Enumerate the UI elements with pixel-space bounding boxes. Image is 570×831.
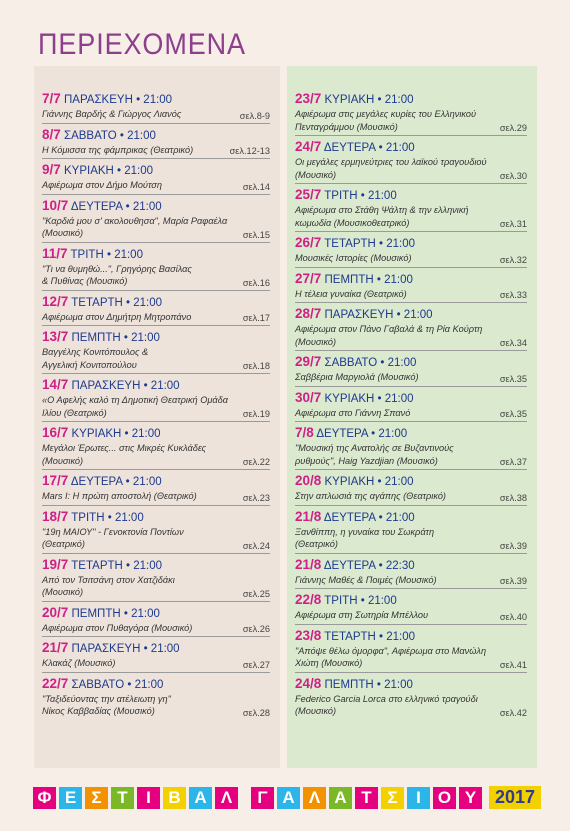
entry-page-number: σελ.35 bbox=[499, 409, 527, 419]
entry-time: 21:00 bbox=[385, 142, 415, 154]
entry-title-line: (Μουσικό) bbox=[42, 228, 84, 238]
entry-page-number: σελ.42 bbox=[499, 707, 527, 718]
entry-day: ΠΕΜΠΤΗ bbox=[324, 678, 374, 691]
entry-page-number: σελ.18 bbox=[242, 361, 270, 371]
entry-page-number: σελ.12-13 bbox=[229, 146, 270, 156]
entry-date: 24/8 bbox=[295, 675, 322, 691]
footer-letter: Γ bbox=[251, 787, 274, 809]
entry-day: ΣΑΒΒΑΤΟ bbox=[324, 357, 378, 369]
entry-day: ΔΕΥΤΕΡΑ bbox=[70, 200, 123, 213]
bullet-separator: • bbox=[116, 129, 128, 142]
entry-title-line: Mars I: Η πρώτη αποστολή (Θεατρικό) bbox=[42, 491, 197, 501]
entry-header bbox=[295, 676, 527, 693]
entry-day: ΠΕΜΠΤΗ bbox=[71, 332, 121, 344]
entry-header bbox=[295, 306, 527, 323]
entry-date: 21/7 bbox=[42, 640, 69, 655]
contents-entry bbox=[42, 88, 270, 124]
entry-header bbox=[42, 127, 270, 144]
entry-page-number: σελ.32 bbox=[499, 254, 527, 265]
entry-day: ΤΕΤΑΡΤΗ bbox=[324, 630, 376, 643]
entry-header bbox=[295, 473, 527, 490]
entry-title-line: (Θεατρικό) bbox=[295, 539, 338, 549]
entry-title-line: "Ταξιδεύοντας την ατέλειωτη γη" bbox=[42, 693, 171, 704]
entry-title-line: Αφιέρωμα στις μεγάλες κυρίες του Ελληνικού bbox=[295, 109, 477, 119]
bullet-separator: • bbox=[132, 94, 144, 106]
contents-entry bbox=[295, 673, 527, 720]
footer-letter: Α bbox=[189, 787, 212, 809]
entry-title-line: Ξανθίππη, η γυναίκα του Σωκράτη bbox=[295, 526, 435, 537]
entry-time: 21:00 bbox=[387, 357, 417, 369]
entry-title-line: Μεγάλοι Έρωτες... στις Μικρές Κυκλάδες bbox=[42, 443, 207, 453]
entry-day: ΠΕΜΠΤΗ bbox=[324, 273, 374, 286]
entry-title-line: Γιάννης Βαρδής & Γιώργος Λιανός bbox=[42, 109, 182, 119]
entry-date: 30/7 bbox=[295, 389, 322, 405]
footer-letter: Α bbox=[329, 787, 352, 809]
entry-time: 22:30 bbox=[385, 559, 415, 572]
entry-title-line: Federico Garcia Lorca στο ελληνικό τραγούδι bbox=[295, 693, 478, 704]
entry-header bbox=[42, 473, 270, 490]
entry-day: ΠΕΜΠΤΗ bbox=[71, 607, 121, 620]
entry-title-line: Ιλίου (Θεατρικό) bbox=[42, 407, 107, 418]
entry-header bbox=[42, 509, 270, 526]
entry-date: 7/7 bbox=[42, 91, 61, 106]
entry-page-number: σελ.17 bbox=[242, 313, 270, 323]
bullet-separator: • bbox=[375, 511, 386, 524]
entry-day: ΤΕΤΑΡΤΗ bbox=[71, 559, 123, 572]
entry-header bbox=[42, 557, 270, 574]
entry-page-number: σελ.30 bbox=[499, 171, 527, 181]
entry-day: ΚΥΡΙΑΚΗ bbox=[324, 476, 375, 488]
entry-day: ΣΑΒΒΑΤΟ bbox=[63, 129, 117, 142]
entry-time: 21:00 bbox=[131, 332, 160, 344]
entry-date: 25/7 bbox=[295, 187, 322, 202]
contents-entry bbox=[42, 554, 270, 602]
bullet-separator: • bbox=[377, 357, 388, 369]
entry-time: 21:00 bbox=[384, 476, 414, 488]
footer-letter: Λ bbox=[215, 787, 238, 809]
entry-page-number: σελ.16 bbox=[242, 277, 270, 288]
entry-header bbox=[42, 198, 270, 215]
footer-letter: Τ bbox=[111, 787, 134, 809]
contents-column-right bbox=[287, 66, 537, 768]
entry-title-line: "Μουσική της Ανατολής σε Βυζαντινούς bbox=[295, 443, 454, 453]
entry-page-number: σελ.25 bbox=[242, 588, 270, 599]
bullet-separator: • bbox=[375, 630, 387, 643]
entry-title-line: "Τι να θυμηθώ...", Γρηγόρης Βασίλας bbox=[42, 263, 192, 274]
contents-entry bbox=[42, 673, 270, 720]
footer-letter: Ο bbox=[433, 787, 456, 809]
entry-header bbox=[295, 509, 527, 526]
bullet-separator: • bbox=[393, 309, 404, 321]
entry-header bbox=[295, 354, 527, 371]
entry-day: ΔΕΥΤΕΡΑ bbox=[70, 476, 123, 488]
bullet-separator: • bbox=[375, 142, 386, 154]
entry-day: ΤΡΙΤΗ bbox=[70, 248, 104, 261]
entry-day: ΠΑΡΑΣΚΕΥΗ bbox=[71, 380, 141, 392]
entry-title-line: (Μουσικό) bbox=[295, 169, 337, 180]
entry-day: ΠΑΡΑΣΚΕΥΗ bbox=[324, 309, 394, 321]
entry-date: 22/7 bbox=[42, 675, 69, 691]
entry-day: ΚΥΡΙΑΚΗ bbox=[324, 392, 375, 405]
contents-entry bbox=[42, 374, 270, 422]
entry-time: 21:00 bbox=[386, 630, 416, 643]
entry-date: 29/7 bbox=[295, 354, 322, 369]
entry-date: 21/8 bbox=[295, 556, 322, 572]
contents-entry bbox=[295, 184, 527, 232]
contents-entry bbox=[42, 243, 270, 291]
entry-page-number: σελ.33 bbox=[499, 290, 527, 300]
entry-header bbox=[42, 91, 270, 108]
entry-time: 21:00 bbox=[378, 428, 408, 440]
entry-page-number: σελ.34 bbox=[499, 338, 527, 348]
entry-time: 21:00 bbox=[384, 94, 414, 106]
entry-date: 11/7 bbox=[42, 245, 68, 261]
entry-time: 21:00 bbox=[114, 248, 143, 261]
page-title: ΠΕΡΙΕΧΟΜΕΝΑ bbox=[38, 28, 246, 61]
entry-day: ΚΥΡΙΑΚΗ bbox=[63, 165, 114, 177]
entry-title-line: Η τέλεια γυναίκα (Θεατρικό) bbox=[295, 288, 407, 299]
entry-day: ΠΑΡΑΣΚΕΥΗ bbox=[63, 94, 133, 106]
contents-entry bbox=[42, 422, 270, 470]
entry-header bbox=[42, 294, 270, 311]
entry-title-line: Στην απλωσιά της αγάπης (Θεατρικό) bbox=[295, 491, 446, 501]
entry-header bbox=[295, 91, 527, 108]
entry-time: 21:00 bbox=[150, 380, 180, 392]
footer-year: 2017 bbox=[489, 786, 541, 809]
footer-letter: Ι bbox=[137, 787, 160, 809]
bullet-separator: • bbox=[104, 511, 115, 524]
entry-title-line: Αφιέρωμα στο Γιάννη Σπανό bbox=[295, 407, 411, 418]
entry-date: 12/7 bbox=[42, 293, 69, 309]
contents-entry bbox=[295, 554, 527, 590]
entry-header bbox=[42, 676, 270, 693]
entry-title-line: Οι μεγάλες ερμηνεύτριες του λαϊκού τραγουδιού bbox=[295, 157, 487, 167]
entry-date: 17/7 bbox=[42, 473, 69, 488]
contents-entry bbox=[42, 124, 270, 160]
festival-footer bbox=[33, 786, 541, 809]
entry-date: 18/7 bbox=[42, 508, 69, 524]
entry-title-line: & Πυθίνας (Μουσικό) bbox=[42, 276, 128, 286]
entry-title-line: (Μουσικό) bbox=[42, 587, 84, 597]
entry-page-number: σελ.26 bbox=[242, 624, 270, 634]
entry-title-line: κωμωδία (Μουσικοθεατρικό) bbox=[295, 217, 410, 228]
entry-day: ΚΥΡΙΑΚΗ bbox=[324, 94, 375, 106]
bullet-separator: • bbox=[374, 476, 385, 488]
entry-header bbox=[42, 162, 270, 179]
bullet-separator: • bbox=[103, 248, 115, 261]
entry-date: 13/7 bbox=[42, 329, 69, 344]
footer-letter: Β bbox=[163, 787, 186, 809]
entry-title-line: Αφιέρωμα στη Σωτηρία Μπέλλου bbox=[295, 610, 429, 620]
entry-time: 21:00 bbox=[114, 511, 144, 524]
entry-date: 16/7 bbox=[42, 425, 69, 440]
entry-title-line: Αφιέρωμα στον Πυθαγόρα (Μουσικό) bbox=[42, 622, 193, 633]
bullet-separator: • bbox=[122, 296, 134, 309]
entry-page-number: σελ.27 bbox=[242, 659, 270, 670]
entry-time: 21:00 bbox=[384, 392, 414, 405]
entry-page-number: σελ.31 bbox=[499, 219, 527, 229]
entry-title-line: (Μουσικό) bbox=[295, 336, 337, 347]
entry-header bbox=[42, 425, 270, 442]
contents-entry bbox=[295, 422, 527, 470]
contents-entry bbox=[295, 136, 527, 184]
bullet-separator: • bbox=[357, 595, 368, 607]
footer-letter: Φ bbox=[33, 787, 56, 809]
bullet-separator: • bbox=[375, 238, 387, 250]
entry-header bbox=[295, 235, 527, 252]
contents-entry bbox=[42, 159, 270, 195]
entry-header bbox=[42, 246, 270, 263]
bullet-separator: • bbox=[121, 428, 132, 440]
entry-page-number: σελ.39 bbox=[499, 576, 527, 586]
entry-title-line: Αφιέρωμα στον Πάνο Γαβαλά & τη Ρία Κούρτη bbox=[295, 324, 483, 334]
entry-title-line: «Ο Αφελής καλό τη Δημοτική Θεατρική Ομάδα bbox=[42, 395, 228, 405]
entry-day: ΤΡΙΤΗ bbox=[71, 511, 105, 524]
contents-entry bbox=[42, 602, 270, 638]
contents-entry bbox=[295, 232, 527, 268]
entry-time: 21:00 bbox=[386, 238, 416, 250]
entry-date: 28/7 bbox=[295, 306, 322, 321]
entry-date: 22/8 bbox=[295, 592, 322, 607]
entry-title-line: Αφιέρωμα στον Δήμο Μούτση bbox=[42, 180, 162, 190]
entry-page-number: σελ.23 bbox=[242, 492, 270, 503]
entry-day: ΠΑΡΑΣΚΕΥΗ bbox=[71, 643, 141, 655]
entry-time: 21:00 bbox=[131, 607, 160, 620]
entry-time: 21:00 bbox=[132, 200, 162, 213]
bullet-separator: • bbox=[120, 332, 132, 344]
entry-title-line: (Θεατρικό) bbox=[42, 539, 85, 549]
footer-letter: Υ bbox=[459, 787, 482, 809]
entry-time: 21:00 bbox=[131, 428, 161, 440]
entry-date: 23/8 bbox=[295, 627, 322, 643]
entry-page-number: σελ.39 bbox=[499, 540, 527, 551]
entry-title-line: Βαγγέλης Κονιτόπουλος & bbox=[42, 347, 149, 357]
entry-date: 20/8 bbox=[295, 473, 322, 488]
entry-page-number: σελ.29 bbox=[499, 123, 527, 133]
entry-header bbox=[42, 605, 270, 622]
entry-title-line: Μουσικές Ιστορίες (Μουσικό) bbox=[295, 253, 412, 263]
entry-title-line: Νίκος Καββαδίας (Μουσικό) bbox=[42, 706, 155, 716]
bullet-separator: • bbox=[373, 678, 385, 691]
footer-letter: Ε bbox=[59, 787, 82, 809]
entry-date: 10/7 bbox=[42, 197, 69, 213]
contents-entry bbox=[295, 589, 527, 625]
bullet-separator: • bbox=[140, 643, 151, 655]
entry-day: ΚΥΡΙΑΚΗ bbox=[71, 428, 122, 440]
entry-time: 21:00 bbox=[127, 129, 156, 142]
entry-day: ΔΕΥΤΕΡΑ bbox=[323, 511, 376, 524]
entry-date: 19/7 bbox=[42, 556, 69, 572]
contents-entry bbox=[42, 506, 270, 554]
entry-date: 24/7 bbox=[295, 139, 322, 154]
entry-day: ΤΕΤΑΡΤΗ bbox=[71, 296, 123, 309]
entry-header bbox=[295, 425, 527, 442]
contents-entry bbox=[295, 303, 527, 351]
bullet-separator: • bbox=[374, 392, 385, 405]
entry-time: 21:00 bbox=[384, 273, 413, 286]
entry-date: 26/7 bbox=[295, 235, 322, 250]
entry-date: 20/7 bbox=[42, 604, 69, 620]
entry-title-line: Γιάννης Μαθές & Ποιμές (Μουσικό) bbox=[295, 574, 437, 585]
entry-title-line: ρυθμούς", Haig Yazdjian (Μουσικό) bbox=[295, 455, 438, 466]
bullet-separator: • bbox=[140, 380, 151, 392]
contents-entry bbox=[295, 625, 527, 673]
entry-time: 21:00 bbox=[133, 559, 163, 572]
footer-letter: Α bbox=[277, 787, 300, 809]
entry-header bbox=[42, 640, 270, 657]
entry-date: 8/7 bbox=[42, 126, 61, 142]
entry-time: 21:00 bbox=[133, 296, 163, 309]
bullet-separator: • bbox=[113, 165, 125, 177]
entry-title-line: Αφιέρωμα στον Δημήτρη Μητροπάνο bbox=[42, 311, 192, 322]
contents-entry bbox=[295, 88, 527, 136]
entry-date: 21/8 bbox=[295, 508, 322, 524]
entry-title-line: "Απόψε θέλω όμορφα", Αφιέρωμα στο Μανώλη bbox=[295, 645, 487, 656]
entry-page-number: σελ.38 bbox=[499, 492, 527, 503]
entry-title-line: (Μουσικό) bbox=[42, 455, 84, 466]
entry-date: 23/7 bbox=[295, 91, 322, 106]
contents-entry bbox=[295, 506, 527, 554]
entry-page-number: σελ.8-9 bbox=[239, 110, 270, 121]
entry-header bbox=[295, 557, 527, 574]
contents-entry bbox=[295, 268, 527, 304]
entry-day: ΔΕΥΤΕΡΑ bbox=[323, 142, 376, 154]
entry-page-number: σελ.22 bbox=[242, 457, 270, 467]
entry-title-line: "Καρδιά μου σ' ακολουθησα", Μαρία Ραφαέλα bbox=[42, 215, 228, 226]
entry-title-line: Πενταγράμμου (Μουσικό) bbox=[295, 121, 398, 132]
bullet-separator: • bbox=[122, 559, 134, 572]
entry-header bbox=[295, 592, 527, 609]
entry-date: 27/7 bbox=[295, 270, 322, 286]
entry-page-number: σελ.37 bbox=[499, 457, 527, 467]
entry-time: 21:00 bbox=[143, 94, 173, 106]
entry-title-line: (Μουσικό) bbox=[295, 706, 337, 716]
contents-entry bbox=[42, 195, 270, 243]
contents-entry bbox=[42, 637, 270, 673]
entry-header bbox=[295, 628, 527, 645]
entry-day: ΣΑΒΒΑΤΟ bbox=[71, 678, 125, 691]
entry-day: ΔΕΥΤΕΡΑ bbox=[323, 559, 376, 572]
bullet-separator: • bbox=[122, 200, 133, 213]
contents-entry bbox=[42, 326, 270, 374]
entry-time: 21:00 bbox=[385, 511, 415, 524]
entry-time: 21:00 bbox=[134, 678, 164, 691]
footer-letter: Λ bbox=[303, 787, 326, 809]
entry-title-line: Αγγελική Κονιτοπούλου bbox=[42, 359, 137, 370]
entry-header bbox=[42, 329, 270, 346]
footer-letter: Τ bbox=[355, 787, 378, 809]
entry-time: 21:00 bbox=[384, 678, 413, 691]
entry-header bbox=[295, 390, 527, 407]
entry-page-number: σελ.40 bbox=[499, 611, 527, 622]
bullet-separator: • bbox=[122, 476, 133, 488]
entry-header bbox=[42, 377, 270, 394]
entry-page-number: σελ.24 bbox=[242, 540, 270, 551]
footer-letter: Ι bbox=[407, 787, 430, 809]
bullet-separator: • bbox=[124, 678, 135, 691]
entry-title-line: Αφιέρωμα στο Στάθη Ψάλτη & την ελληνική bbox=[295, 205, 469, 215]
entry-page-number: σελ.41 bbox=[499, 659, 527, 670]
contents-entry bbox=[295, 470, 527, 506]
entry-time: 21:00 bbox=[403, 309, 433, 321]
footer-letter: Σ bbox=[381, 787, 404, 809]
contents-entry bbox=[295, 351, 527, 387]
entry-time: 21:00 bbox=[367, 190, 397, 202]
entry-header bbox=[295, 271, 527, 288]
entry-time: 21:00 bbox=[132, 476, 162, 488]
bullet-separator: • bbox=[367, 428, 379, 440]
footer-letter: Σ bbox=[85, 787, 108, 809]
contents-column-left bbox=[34, 66, 280, 768]
entry-day: ΔΕΥΤΕΡΑ bbox=[316, 428, 368, 440]
entry-page-number: σελ.35 bbox=[499, 373, 527, 384]
contents-entry bbox=[42, 470, 270, 506]
entry-title-line: Η Κόμισσα της φάμπρικας (Θεατρικό) bbox=[42, 144, 194, 155]
entry-title-line: Κλακάζ (Μουσικό) bbox=[42, 658, 116, 668]
entry-date: 7/8 bbox=[295, 425, 314, 440]
bullet-separator: • bbox=[374, 94, 385, 106]
bullet-separator: • bbox=[357, 190, 368, 202]
entry-header bbox=[295, 187, 527, 204]
entry-date: 14/7 bbox=[42, 377, 69, 392]
entry-page-number: σελ.15 bbox=[242, 229, 270, 240]
entry-day: ΤΡΙΤΗ bbox=[324, 190, 358, 202]
entry-time: 21:00 bbox=[150, 643, 180, 655]
entry-page-number: σελ.28 bbox=[242, 707, 270, 718]
entry-page-number: σελ.19 bbox=[242, 409, 270, 419]
entry-header bbox=[295, 139, 527, 156]
bullet-separator: • bbox=[375, 559, 386, 572]
bullet-separator: • bbox=[373, 273, 385, 286]
entry-title-line: Από τον Τσιτσάνη στον Χατζιδάκι bbox=[42, 574, 175, 585]
entry-time: 21:00 bbox=[367, 595, 397, 607]
contents-entry bbox=[42, 291, 270, 327]
entry-day: ΤΡΙΤΗ bbox=[324, 595, 358, 607]
contents-entry bbox=[295, 387, 527, 423]
entry-page-number: σελ.14 bbox=[242, 181, 270, 192]
entry-title-line: Χιώτη (Μουσικό) bbox=[295, 658, 363, 668]
entry-time: 21:00 bbox=[124, 165, 154, 177]
entry-title-line: "19η ΜΑΙΟΥ" - Γενοκτονία Ποντίων bbox=[42, 526, 184, 537]
entry-title-line: Σαββέρια Μαργιολά (Μουσικό) bbox=[295, 372, 419, 382]
entry-day: ΤΕΤΑΡΤΗ bbox=[324, 238, 376, 250]
bullet-separator: • bbox=[120, 607, 132, 620]
entry-date: 9/7 bbox=[42, 162, 61, 177]
